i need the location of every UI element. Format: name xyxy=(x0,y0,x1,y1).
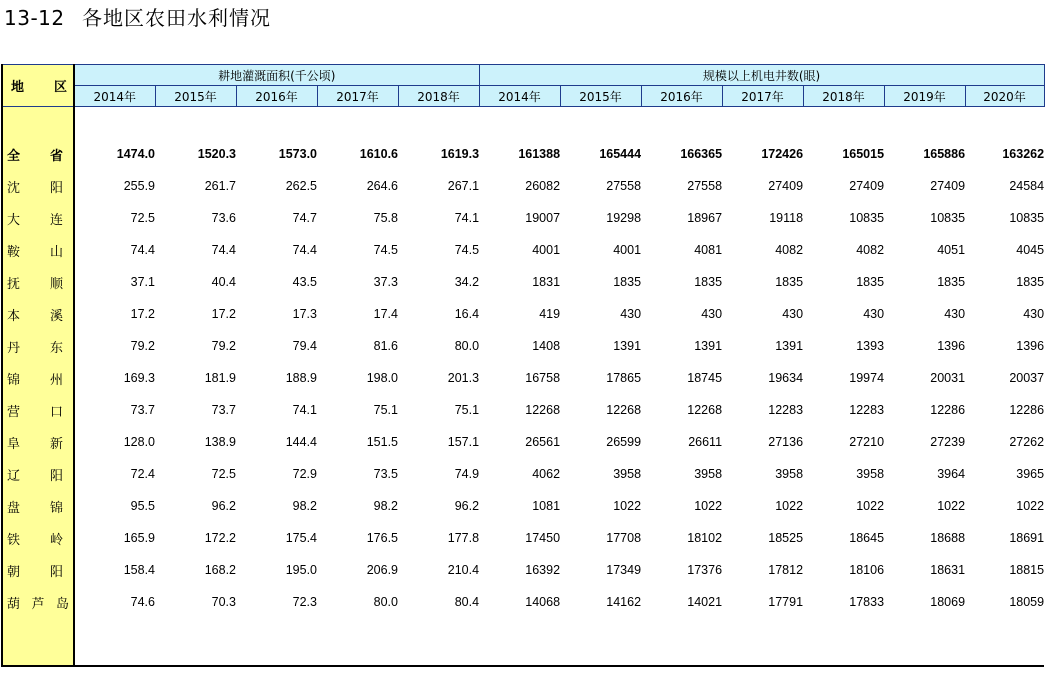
wells-count-cell: 4045 xyxy=(1016,243,1045,257)
irrigated-area-cell: 262.5 xyxy=(285,179,317,193)
table-row xyxy=(2,298,1044,330)
region-name-char: 阳 xyxy=(49,468,63,484)
irrigated-area-cell: 74.1 xyxy=(292,403,317,417)
region-name-cell xyxy=(2,234,74,266)
region-name-char: 连 xyxy=(49,212,63,228)
wells-count-cell: 165886 xyxy=(923,147,966,161)
region-name-cell xyxy=(2,170,74,202)
irrigated-area-cell: 72.5 xyxy=(130,211,155,225)
wells-count-cell: 172426 xyxy=(761,147,804,161)
region-name-cell xyxy=(2,394,74,426)
wells-count-cell: 1835 xyxy=(694,275,723,289)
empty-cell xyxy=(560,618,641,666)
year-header: 2014年 xyxy=(479,86,560,107)
empty-cell xyxy=(155,618,236,666)
table-body xyxy=(2,107,1044,667)
wells-count-cell: 19298 xyxy=(606,211,642,225)
irrigated-area-cell: 168.2 xyxy=(204,563,236,577)
wells-count-cell: 1835 xyxy=(775,275,804,289)
wells-count-cell: 1835 xyxy=(1016,275,1045,289)
wells-count-cell: 27558 xyxy=(687,179,723,193)
wells-count-cell: 1022 xyxy=(613,499,642,513)
wells-count-cell: 19118 xyxy=(769,211,804,225)
empty-cell xyxy=(722,618,803,666)
region-name-char: 芦 xyxy=(31,596,45,612)
irrigated-area-cell: 165.9 xyxy=(123,531,155,545)
region-name-cell xyxy=(2,330,74,362)
year-header: 2016年 xyxy=(641,86,722,107)
wells-group-header: 规模以上机电井数(眼) xyxy=(479,65,1044,86)
wells-count-cell: 3958 xyxy=(856,467,885,481)
irrigated-area-cell: 74.6 xyxy=(130,595,155,609)
wells-count-cell: 18106 xyxy=(849,563,885,577)
irrigated-area-cell: 80.0 xyxy=(373,595,398,609)
irrigated-area-cell: 74.4 xyxy=(211,243,236,257)
wells-count-cell: 1396 xyxy=(937,339,966,353)
wells-count-cell: 27239 xyxy=(930,435,966,449)
wells-count-cell: 17708 xyxy=(606,531,642,545)
irrigated-area-cell: 74.1 xyxy=(454,211,480,225)
wells-count-cell: 18745 xyxy=(687,371,723,385)
region-name-char: 盘 xyxy=(7,500,21,516)
wells-count-cell: 17450 xyxy=(525,531,561,545)
region-name-char: 新 xyxy=(49,436,63,452)
year-header: 2020年 xyxy=(965,86,1044,107)
wells-count-cell: 14162 xyxy=(606,595,642,609)
wells-count-cell: 18645 xyxy=(849,531,885,545)
irrigated-area-cell: 1474.0 xyxy=(116,147,155,161)
wells-count-cell: 430 xyxy=(782,307,804,321)
irrigated-area-cell: 172.2 xyxy=(204,531,236,545)
wells-count-cell: 14068 xyxy=(525,595,561,609)
irrigated-area-cell: 98.2 xyxy=(373,499,398,513)
table-row xyxy=(2,458,1044,490)
region-name-char: 葫 xyxy=(7,596,21,612)
wells-count-cell: 430 xyxy=(863,307,885,321)
region-name-char: 锦 xyxy=(7,372,21,388)
irrigated-area-cell: 40.4 xyxy=(211,275,236,289)
irrigated-area-cell: 206.9 xyxy=(366,563,398,577)
irrigated-area-cell: 98.2 xyxy=(292,499,317,513)
wells-count-cell: 10835 xyxy=(1009,211,1045,225)
irrigated-area-cell: 75.1 xyxy=(373,403,398,417)
wells-count-cell: 26082 xyxy=(525,179,561,193)
wells-count-cell: 10835 xyxy=(930,211,966,225)
wells-count-cell: 4001 xyxy=(613,243,642,257)
wells-count-cell: 430 xyxy=(944,307,966,321)
wells-count-cell: 3958 xyxy=(613,467,642,481)
wells-count-cell: 1022 xyxy=(856,499,885,513)
table-title-text: 各地区农田水利情况 xyxy=(82,6,271,30)
region-name-cell xyxy=(2,298,74,330)
wells-count-cell: 17349 xyxy=(606,563,642,577)
irrigated-area-cell: 75.1 xyxy=(454,403,480,417)
irrigated-area-group-header: 耕地灌溉面积(千公顷) xyxy=(74,65,479,86)
region-name-char: 阜 xyxy=(7,436,21,452)
irrigated-area-cell: 195.0 xyxy=(285,563,317,577)
irrigated-area-cell: 74.7 xyxy=(292,211,317,225)
wells-count-cell: 18967 xyxy=(687,211,723,225)
wells-count-cell: 18059 xyxy=(1009,595,1045,609)
wells-count-cell: 1022 xyxy=(937,499,966,513)
region-name-char: 东 xyxy=(49,340,63,356)
wells-count-cell: 1391 xyxy=(775,339,804,353)
irrigated-area-cell: 157.1 xyxy=(447,435,480,449)
irrigation-table xyxy=(1,64,1045,667)
table-footer-row xyxy=(2,618,1044,666)
wells-count-cell: 27409 xyxy=(768,179,804,193)
wells-count-cell: 1835 xyxy=(937,275,966,289)
wells-count-cell: 430 xyxy=(701,307,723,321)
region-name-char: 全 xyxy=(7,148,21,164)
irrigated-area-cell: 176.5 xyxy=(366,531,398,545)
year-header: 2015年 xyxy=(560,86,641,107)
wells-count-cell: 4001 xyxy=(532,243,561,257)
region-name-cell xyxy=(2,266,74,298)
irrigated-area-cell: 175.4 xyxy=(285,531,317,545)
wells-count-cell: 1022 xyxy=(1016,499,1045,513)
irrigated-area-cell: 17.4 xyxy=(373,307,398,321)
wells-count-cell: 165015 xyxy=(842,147,885,161)
wells-count-cell: 17791 xyxy=(768,595,804,609)
wells-count-cell: 18525 xyxy=(768,531,804,545)
region-name-cell xyxy=(2,202,74,234)
wells-count-cell: 26561 xyxy=(525,435,561,449)
table-row xyxy=(2,426,1044,458)
table-title xyxy=(4,4,271,32)
region-name-char: 抚 xyxy=(7,276,21,292)
wells-count-cell: 1396 xyxy=(1016,339,1045,353)
wells-count-cell: 1022 xyxy=(775,499,804,513)
irrigated-area-cell: 72.4 xyxy=(130,467,155,481)
wells-count-cell: 20037 xyxy=(1009,371,1045,385)
region-name-char: 岭 xyxy=(49,532,63,548)
region-name-char: 省 xyxy=(49,148,63,164)
irrigated-area-cell: 201.3 xyxy=(447,371,480,385)
wells-count-cell: 12268 xyxy=(606,403,642,417)
irrigated-area-cell: 188.9 xyxy=(285,371,317,385)
irrigated-area-cell: 79.2 xyxy=(130,339,155,353)
irrigated-area-cell: 1610.6 xyxy=(359,147,398,161)
irrigated-area-cell: 267.1 xyxy=(447,179,480,193)
irrigated-area-cell: 81.6 xyxy=(373,339,398,353)
irrigated-area-cell: 95.5 xyxy=(130,499,155,513)
wells-count-cell: 18815 xyxy=(1009,563,1045,577)
region-name-char: 州 xyxy=(49,372,63,388)
irrigated-area-cell: 264.6 xyxy=(366,179,398,193)
irrigated-area-cell: 79.2 xyxy=(211,339,236,353)
region-name-char: 本 xyxy=(7,308,21,324)
wells-count-cell: 17812 xyxy=(768,563,804,577)
wells-count-cell: 27262 xyxy=(1009,435,1045,449)
irrigated-area-cell: 74.4 xyxy=(292,243,317,257)
empty-cell xyxy=(479,618,560,666)
irrigated-area-cell: 128.0 xyxy=(123,435,155,449)
irrigated-area-cell: 169.3 xyxy=(123,371,155,385)
wells-count-cell: 16392 xyxy=(525,563,561,577)
wells-count-cell: 165444 xyxy=(599,147,642,161)
irrigated-area-cell: 17.3 xyxy=(292,307,317,321)
wells-count-cell: 18688 xyxy=(930,531,966,545)
wells-count-cell: 3958 xyxy=(694,467,723,481)
table-row xyxy=(2,554,1044,586)
region-name-cell xyxy=(2,522,74,554)
wells-count-cell: 27210 xyxy=(849,435,885,449)
table-header xyxy=(2,65,1044,107)
spacer-cell xyxy=(74,107,1044,139)
wells-count-cell: 1408 xyxy=(532,339,561,353)
empty-cell xyxy=(398,618,479,666)
empty-cell xyxy=(641,618,722,666)
region-name-cell xyxy=(2,458,74,490)
irrigated-area-cell: 74.9 xyxy=(454,467,480,481)
wells-count-cell: 12268 xyxy=(687,403,723,417)
wells-count-cell: 26599 xyxy=(606,435,642,449)
wells-count-cell: 18691 xyxy=(1009,531,1045,545)
year-header: 2017年 xyxy=(722,86,803,107)
region-name-cell xyxy=(2,586,74,618)
year-header-row xyxy=(2,86,1044,107)
wells-count-cell: 4051 xyxy=(937,243,966,257)
irrigated-area-cell: 198.0 xyxy=(366,371,398,385)
irrigated-area-cell: 80.4 xyxy=(454,595,480,609)
table-row xyxy=(2,234,1044,266)
wells-count-cell: 4062 xyxy=(532,467,561,481)
wells-count-cell: 4081 xyxy=(694,243,723,257)
wells-count-cell: 1081 xyxy=(532,499,561,513)
wells-count-cell: 19634 xyxy=(768,371,804,385)
irrigated-area-cell: 79.4 xyxy=(292,339,317,353)
region-name-char: 锦 xyxy=(49,500,63,516)
wells-count-cell: 430 xyxy=(1023,307,1045,321)
irrigated-area-cell: 80.0 xyxy=(454,339,480,353)
irrigated-area-cell: 72.9 xyxy=(292,467,317,481)
region-name-char: 沈 xyxy=(7,180,21,196)
wells-count-cell: 17833 xyxy=(849,595,885,609)
region-name-char: 辽 xyxy=(7,468,21,484)
irrigated-area-cell: 96.2 xyxy=(211,499,236,513)
year-header: 2014年 xyxy=(74,86,155,107)
irrigated-area-cell: 1573.0 xyxy=(278,147,317,161)
irrigated-area-cell: 177.8 xyxy=(447,531,480,545)
empty-cell xyxy=(803,618,884,666)
table-row xyxy=(2,394,1044,426)
irrigated-area-cell: 1619.3 xyxy=(440,147,480,161)
wells-count-cell: 161388 xyxy=(518,147,561,161)
region-name-char: 岛 xyxy=(55,596,69,612)
wells-count-cell: 419 xyxy=(539,307,561,321)
wells-count-cell: 166365 xyxy=(680,147,723,161)
wells-count-cell: 18102 xyxy=(687,531,723,545)
table-number: 13-12 xyxy=(4,6,65,30)
table-row xyxy=(2,586,1044,618)
wells-count-cell: 430 xyxy=(620,307,642,321)
wells-count-cell: 1391 xyxy=(694,339,723,353)
empty-cell xyxy=(74,618,155,666)
irrigated-area-cell: 37.1 xyxy=(130,275,155,289)
year-header: 2018年 xyxy=(803,86,884,107)
irrigated-area-cell: 16.4 xyxy=(454,307,480,321)
wells-count-cell: 1022 xyxy=(694,499,723,513)
irrigated-area-cell: 72.5 xyxy=(211,467,236,481)
irrigated-area-cell: 1520.3 xyxy=(197,147,236,161)
table-row xyxy=(2,266,1044,298)
irrigated-area-cell: 74.5 xyxy=(373,243,398,257)
irrigated-area-cell: 151.5 xyxy=(366,435,398,449)
region-name-char: 阳 xyxy=(49,180,63,196)
wells-count-cell: 4082 xyxy=(775,243,804,257)
wells-count-cell: 20031 xyxy=(930,371,966,385)
irrigated-area-cell: 255.9 xyxy=(123,179,155,193)
table-row xyxy=(2,362,1044,394)
irrigated-area-cell: 261.7 xyxy=(204,179,236,193)
empty-cell xyxy=(236,618,317,666)
table-row xyxy=(2,522,1044,554)
region-column-header xyxy=(2,65,74,107)
wells-count-cell: 3965 xyxy=(1016,467,1045,481)
region-name-char: 铁 xyxy=(7,532,21,548)
region-name-char: 大 xyxy=(7,212,21,228)
table-row xyxy=(2,170,1044,202)
wells-count-cell: 1391 xyxy=(613,339,642,353)
irrigated-area-cell: 75.8 xyxy=(373,211,398,225)
region-name-cell xyxy=(2,490,74,522)
wells-count-cell: 1831 xyxy=(532,275,561,289)
region-header-char: 地 xyxy=(11,80,25,95)
region-cell xyxy=(2,618,74,666)
wells-count-cell: 12268 xyxy=(525,403,561,417)
wells-count-cell: 27136 xyxy=(768,435,804,449)
wells-count-cell: 12283 xyxy=(768,403,804,417)
wells-count-cell: 18069 xyxy=(930,595,966,609)
irrigated-area-cell: 181.9 xyxy=(204,371,236,385)
empty-cell xyxy=(317,618,398,666)
wells-count-cell: 12283 xyxy=(849,403,885,417)
table-row xyxy=(2,330,1044,362)
region-name-char: 山 xyxy=(49,244,63,260)
irrigated-area-cell: 158.4 xyxy=(123,563,155,577)
irrigated-area-cell: 73.7 xyxy=(211,403,236,417)
irrigated-area-cell: 210.4 xyxy=(447,563,480,577)
region-header-char: 区 xyxy=(53,80,67,95)
region-name-char: 阳 xyxy=(49,564,63,580)
wells-count-cell: 10835 xyxy=(849,211,885,225)
year-header: 2016年 xyxy=(236,86,317,107)
wells-count-cell: 27409 xyxy=(930,179,966,193)
irrigated-area-cell: 17.2 xyxy=(130,307,155,321)
wells-count-cell: 1393 xyxy=(856,339,885,353)
wells-count-cell: 163262 xyxy=(1002,147,1045,161)
wells-count-cell: 14021 xyxy=(687,595,723,609)
year-header: 2018年 xyxy=(398,86,479,107)
irrigated-area-cell: 17.2 xyxy=(211,307,236,321)
irrigated-area-cell: 73.7 xyxy=(130,403,155,417)
region-name-char: 丹 xyxy=(7,340,21,356)
empty-cell xyxy=(884,618,965,666)
wells-count-cell: 4082 xyxy=(856,243,885,257)
region-name-cell xyxy=(2,426,74,458)
wells-count-cell: 17376 xyxy=(687,563,723,577)
irrigated-area-cell: 96.2 xyxy=(454,499,480,513)
region-name-char: 鞍 xyxy=(7,244,21,260)
region-name-char: 朝 xyxy=(7,564,21,580)
region-cell xyxy=(2,107,74,139)
irrigated-area-cell: 37.3 xyxy=(373,275,398,289)
irrigated-area-cell: 73.5 xyxy=(373,467,398,481)
region-name-cell xyxy=(2,554,74,586)
wells-count-cell: 19974 xyxy=(849,371,885,385)
wells-count-cell: 12286 xyxy=(930,403,966,417)
wells-count-cell: 18631 xyxy=(930,563,966,577)
spacer-row xyxy=(2,107,1044,139)
wells-count-cell: 3958 xyxy=(775,467,804,481)
irrigated-area-cell: 72.3 xyxy=(292,595,317,609)
region-name-char: 顺 xyxy=(49,276,63,292)
irrigated-area-cell: 70.3 xyxy=(211,595,236,609)
total-row xyxy=(2,138,1044,170)
wells-count-cell: 1835 xyxy=(613,275,642,289)
year-header: 2015年 xyxy=(155,86,236,107)
wells-count-cell: 1835 xyxy=(856,275,885,289)
region-name-cell xyxy=(2,362,74,394)
wells-count-cell: 3964 xyxy=(937,467,966,481)
wells-count-cell: 17865 xyxy=(606,371,642,385)
irrigated-area-cell: 73.6 xyxy=(211,211,236,225)
irrigated-area-cell: 144.4 xyxy=(285,435,317,449)
wells-count-cell: 27409 xyxy=(849,179,885,193)
irrigated-area-cell: 74.5 xyxy=(454,243,480,257)
wells-count-cell: 27558 xyxy=(606,179,642,193)
wells-count-cell: 19007 xyxy=(525,211,561,225)
irrigated-area-cell: 74.4 xyxy=(130,243,155,257)
wells-count-cell: 16758 xyxy=(525,371,561,385)
region-name-cell xyxy=(2,138,74,170)
wells-count-cell: 26611 xyxy=(688,435,723,449)
region-name-char: 口 xyxy=(49,404,63,420)
empty-cell xyxy=(965,618,1044,666)
region-name-char: 营 xyxy=(7,404,21,420)
year-header: 2019年 xyxy=(884,86,965,107)
region-name-char: 溪 xyxy=(49,308,63,324)
wells-count-cell: 12286 xyxy=(1009,403,1045,417)
table-row xyxy=(2,202,1044,234)
irrigated-area-cell: 34.2 xyxy=(454,275,480,289)
year-header: 2017年 xyxy=(317,86,398,107)
wells-count-cell: 24584 xyxy=(1009,179,1045,193)
table-row xyxy=(2,490,1044,522)
irrigated-area-cell: 138.9 xyxy=(204,435,236,449)
irrigated-area-cell: 43.5 xyxy=(292,275,317,289)
